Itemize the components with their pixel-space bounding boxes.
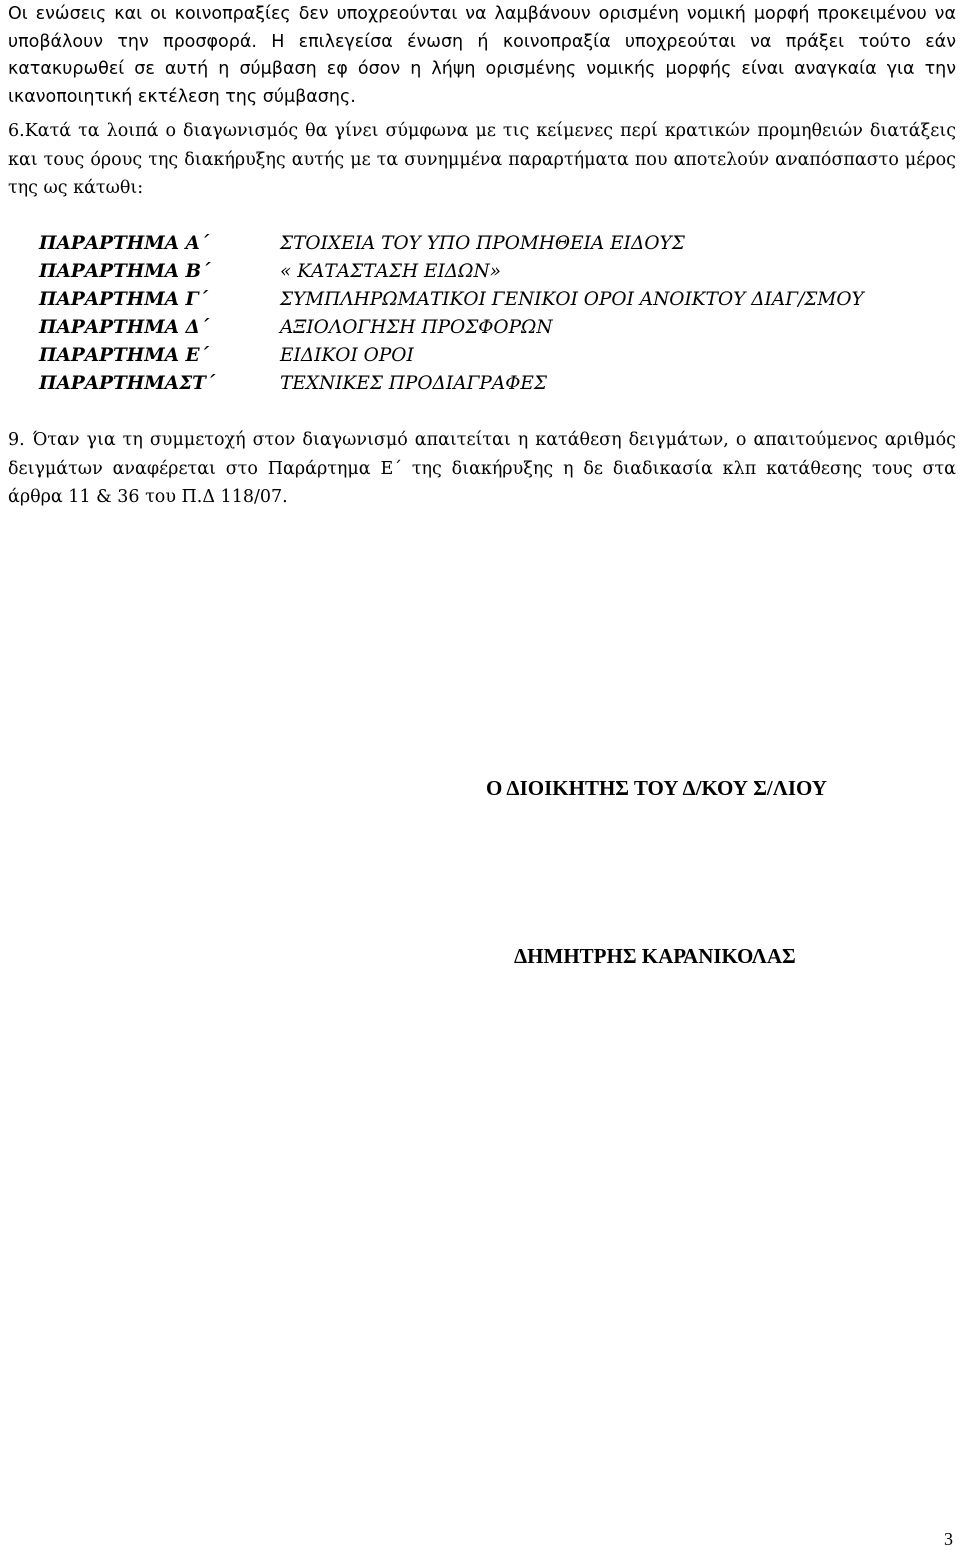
annex-row bbox=[0, 314, 960, 342]
section-9-number: 9. bbox=[8, 430, 25, 450]
annex-row bbox=[0, 370, 960, 398]
annex-name: ΠΑΡΑΡΤΗΜΑ Ε΄ bbox=[39, 345, 209, 366]
signature-title: Ο ΔΙΟΙΚΗΤΗΣ ΤΟΥ Δ/ΚΟΥ Σ/ΛΙΟΥ bbox=[486, 776, 827, 800]
annex-name: ΠΑΡΑΡΤΗΜΑ Β΄ bbox=[39, 261, 211, 282]
annex-row bbox=[0, 230, 960, 258]
annex-name: ΠΑΡΑΡΤΗΜΑ Γ΄ bbox=[39, 289, 208, 310]
annex-description: ΕΙΔΙΚΟΙ ΟΡΟΙ bbox=[280, 345, 414, 366]
annex-row bbox=[0, 342, 960, 370]
annex-name: ΠΑΡΑΡΤΗΜΑ Δ΄ bbox=[39, 317, 210, 338]
annex-name: ΠΑΡΑΡΤΗΜΑΣΤ΄ bbox=[39, 373, 216, 394]
annex-row bbox=[0, 286, 960, 314]
annex-description: ΣΥΜΠΛΗΡΩΜΑΤΙΚΟΙ ΓΕΝΙΚΟΙ ΟΡΟΙ ΑΝΟΙΚΤΟΥ ΔΙΑΓ/ΣΜΟΥ bbox=[280, 289, 864, 310]
annex-name: ΠΑΡΑΡΤΗΜΑ Α΄ bbox=[39, 233, 210, 254]
annex-description: ΣΤΟΙΧΕΙΑ ΤΟΥ ΥΠΟ ΠΡΟΜΗΘΕΙΑ ΕΙΔΟΥΣ bbox=[280, 233, 685, 254]
section-9-text: Όταν για τη συμμετοχή στον διαγωνισμό απαιτείται η κατάθεση δειγμάτων, ο απαιτούμενος αριθμός δειγμάτων αναφέρεται στο Παράρτημα Ε΄ της διακήρυξης η δε διαδικασία κλπ κατάθεσης τους στα άρθρα 11 & 36 του Π.Δ 118/07. bbox=[8, 430, 956, 507]
annex-list bbox=[0, 230, 960, 398]
annex-row bbox=[0, 258, 960, 286]
annex-description: ΤΕΧΝΙΚΕΣ ΠΡΟΔΙΑΓΡΑΦΕΣ bbox=[280, 373, 547, 394]
section-6-paragraph: 6.Κατά τα λοιπά ο διαγωνισμός θα γίνει σύμφωνα με τις κείμενες περί κρατικών προμηθειών διατάξεις και τους όρους της διακήρυξης αυτής με τα συνημμένα παραρτήματα που αποτελούν αναπόσπαστο μέρος της ως κάτωθι: bbox=[8, 121, 956, 198]
section-9-paragraph bbox=[8, 426, 956, 512]
annex-description: « ΚΑΤΑΣΤΑΣΗ ΕΙΔΩΝ» bbox=[280, 261, 501, 282]
page-number: 3 bbox=[944, 1529, 953, 1549]
intro-paragraph: Οι ενώσεις και οι κοινοπραξίες δεν υποχρεούνται να λαμβάνουν ορισμένη νομική μορφή προκειμένου να υποβάλουν την προσφορά. Η επιλεγείσα ένωση ή κοινοπραξία υποχρεούται να πράξει τούτο εάν κατακυρωθεί σε αυτή η σύμβαση εφ όσον η λήψη ορισμένης νομικής μορφής είναι αναγκαία για την ικανοποιητική εκτέλεση της σύμβασης. bbox=[8, 4, 956, 107]
signature-name: ΔΗΜΗΤΡΗΣ ΚΑΡΑΝΙΚΟΛΑΣ bbox=[514, 944, 796, 968]
annex-description: ΑΞΙΟΛΟΓΗΣΗ ΠΡΟΣΦΟΡΩΝ bbox=[280, 317, 553, 338]
